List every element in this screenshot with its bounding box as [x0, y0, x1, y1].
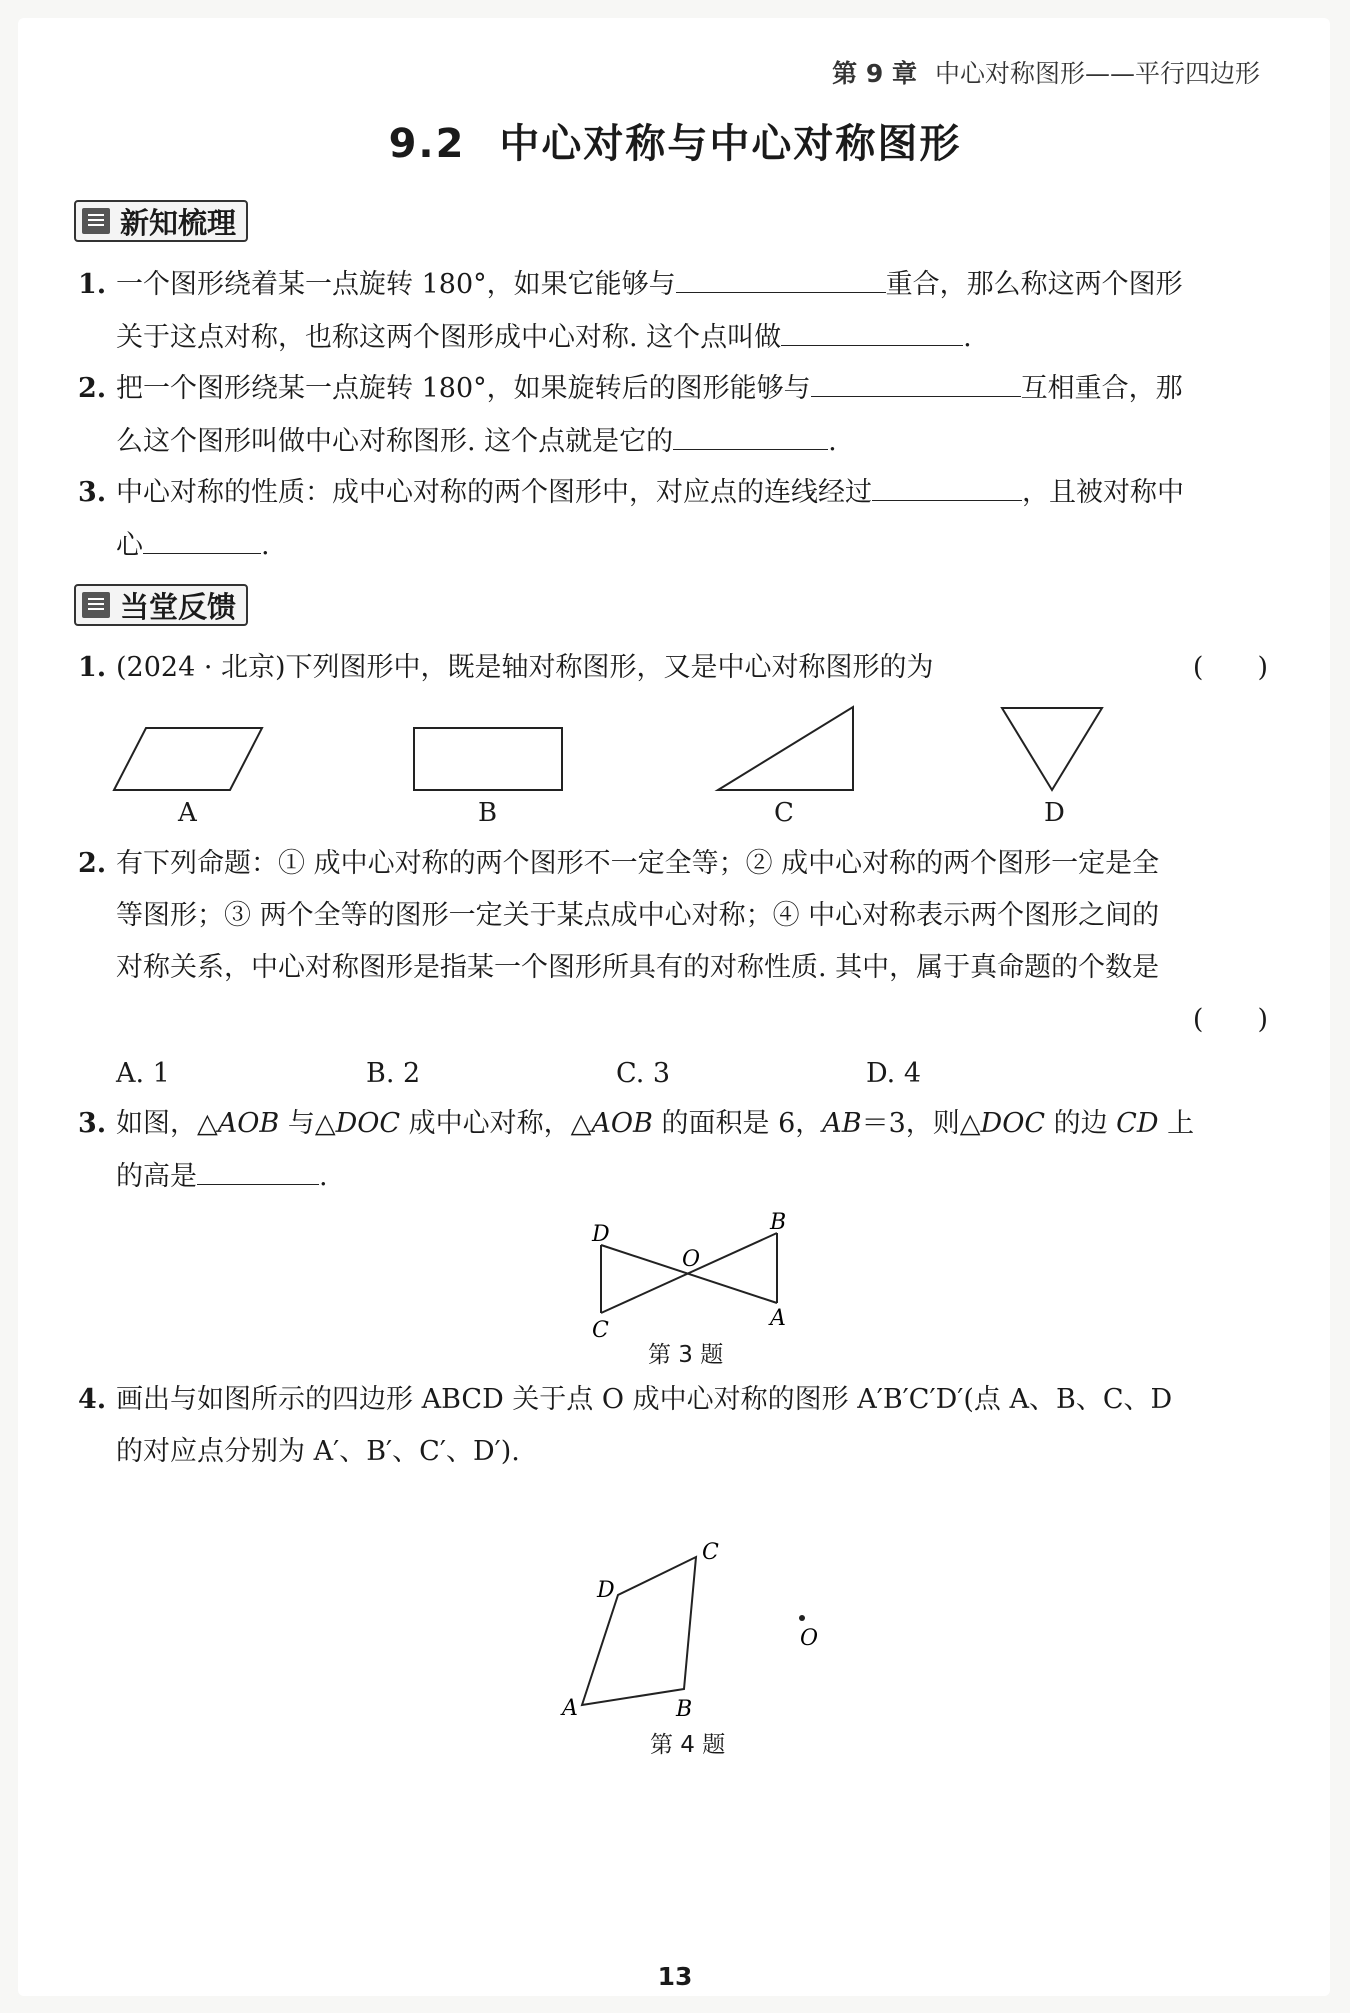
- option-c[interactable]: C. 3: [616, 1058, 671, 1089]
- answer-blank[interactable]: [872, 466, 1022, 501]
- page-title: [0, 112, 1350, 169]
- item-text: 中心对称的性质：成中心对称的两个图形中，对应点的连线经过: [116, 477, 872, 508]
- math-label: CD: [1116, 1108, 1159, 1139]
- figure-caption-4: 第 4 题: [650, 1732, 726, 1758]
- item-number: 2.: [78, 373, 107, 404]
- item-number: 1.: [78, 269, 107, 300]
- question-text: 的高是: [116, 1161, 197, 1192]
- question-text: ＝3，则△: [861, 1108, 981, 1139]
- option-b[interactable]: B. 2: [366, 1058, 421, 1089]
- item-text: 重合，那么称这两个图形: [885, 269, 1183, 300]
- label-b: B: [770, 1210, 787, 1235]
- parallelogram-shape[interactable]: [114, 728, 262, 790]
- item-text: ，且被对称中: [1022, 477, 1184, 508]
- feedback-question-4: [78, 1374, 1268, 1478]
- question-number: 3.: [78, 1108, 107, 1139]
- item-text: .: [828, 426, 837, 457]
- chapter-number: 第 9 章: [832, 59, 917, 88]
- feedback-question-1: [78, 642, 1268, 694]
- q4-figure: [550, 1525, 850, 1725]
- question-text: 成中心对称，△: [400, 1108, 592, 1139]
- option-label-a: A: [178, 798, 197, 828]
- math-label: DOC: [980, 1108, 1045, 1139]
- math-label: DOC: [335, 1108, 401, 1139]
- question-text: 与△: [279, 1108, 336, 1139]
- math-label: AB: [822, 1108, 862, 1139]
- q1-figures: [100, 700, 1120, 840]
- item-text: 一个图形绕着某一点旋转 180°，如果它能够与: [116, 269, 676, 300]
- q3-figure: [580, 1205, 800, 1345]
- question-text: .: [319, 1161, 328, 1192]
- label-c: C: [702, 1540, 719, 1565]
- answer-blank[interactable]: [197, 1150, 319, 1185]
- question-number: 1.: [78, 652, 107, 683]
- label-o: O: [800, 1626, 819, 1651]
- math-label: AOB: [217, 1108, 280, 1139]
- label-d: D: [592, 1222, 610, 1247]
- answer-blank[interactable]: [811, 362, 1021, 397]
- label-d: D: [597, 1578, 615, 1603]
- question-text: 对称关系，中心对称图形是指某一个图形所具有的对称性质. 其中，属于真命题的个数是: [116, 952, 1160, 983]
- rectangle-shape[interactable]: [414, 728, 562, 790]
- question-text: 的边: [1045, 1108, 1117, 1139]
- section-heading-new-knowledge: [74, 200, 248, 242]
- label-o: O: [682, 1247, 701, 1272]
- label-b: B: [676, 1697, 693, 1722]
- feedback-question-3: [78, 1098, 1268, 1203]
- item-number: 3.: [78, 477, 107, 508]
- label-c: C: [592, 1318, 609, 1343]
- item-text: 把一个图形绕某一点旋转 180°，如果旋转后的图形能够与: [116, 373, 811, 404]
- label-a: A: [770, 1306, 786, 1331]
- label-a: A: [562, 1696, 578, 1721]
- question-text: 画出与如图所示的四边形 ABCD 关于点 O 成中心对称的图形 A′B′C′D′(点 A、B、C、D: [116, 1384, 1173, 1415]
- question-text: 的面积是 6，: [652, 1108, 823, 1139]
- knowledge-item-1: [78, 258, 1268, 364]
- question-text: 等图形；③ 两个全等的图形一定关于某点成中心对称；④ 中心对称表示两个图形之间的: [116, 900, 1160, 931]
- knowledge-item-3: [78, 466, 1268, 572]
- item-text: 心: [116, 530, 143, 561]
- section-heading-label: 新知梳理: [120, 205, 237, 240]
- item-text: 么这个图形叫做中心对称图形. 这个点就是它的: [116, 426, 674, 457]
- option-d[interactable]: D. 4: [866, 1058, 922, 1089]
- question-text: 的对应点分别为 A′、B′、C′、D′).: [116, 1436, 520, 1467]
- pencil-icon: [82, 592, 110, 618]
- q2-options: [116, 1058, 1116, 1089]
- question-text: 有下列命题：① 成中心对称的两个图形不一定全等；② 成中心对称的两个图形一定是全: [116, 848, 1160, 879]
- option-label-d: D: [1044, 798, 1065, 828]
- item-text: .: [963, 322, 972, 353]
- answer-blank[interactable]: [676, 258, 886, 293]
- question-number: 4.: [78, 1384, 107, 1415]
- segment-cb: [601, 1233, 777, 1313]
- item-text: .: [261, 530, 270, 561]
- knowledge-item-2: [78, 362, 1268, 468]
- figure-caption-3: 第 3 题: [648, 1342, 724, 1368]
- answer-paren[interactable]: ( ): [1192, 652, 1268, 683]
- question-number: 2.: [78, 848, 107, 879]
- section-number: 9.2: [388, 121, 466, 167]
- option-label-c: C: [774, 798, 794, 828]
- math-label: AOB: [591, 1108, 653, 1139]
- inverted-triangle-shape[interactable]: [1002, 708, 1102, 790]
- answer-blank[interactable]: [143, 519, 261, 554]
- section-title: 中心对称与中心对称图形: [499, 121, 962, 167]
- book-icon: [82, 208, 110, 234]
- feedback-question-2: [78, 838, 1268, 1046]
- answer-blank[interactable]: [781, 311, 963, 346]
- section-heading-label: 当堂反馈: [120, 589, 237, 624]
- option-label-b: B: [478, 798, 498, 828]
- option-a[interactable]: A. 1: [116, 1058, 170, 1089]
- chapter-title: 中心对称图形——平行四边形: [934, 59, 1260, 88]
- question-text: 上: [1158, 1108, 1195, 1139]
- answer-blank[interactable]: [673, 415, 828, 450]
- item-text: 互相重合，那: [1020, 373, 1183, 404]
- section-heading-feedback: [74, 584, 248, 626]
- question-text: 如图，△: [116, 1108, 218, 1139]
- right-triangle-shape[interactable]: [718, 707, 853, 790]
- item-text: 关于这点对称，也称这两个图形成中心对称. 这个点叫做: [116, 322, 782, 353]
- question-text: (2024 · 北京)下列图形中，既是轴对称图形，又是中心对称图形的为: [116, 652, 934, 683]
- answer-paren[interactable]: ( ): [1192, 1004, 1268, 1035]
- page-number: 13: [657, 1962, 693, 1991]
- point-o: [799, 1615, 805, 1621]
- running-header: [832, 54, 1260, 90]
